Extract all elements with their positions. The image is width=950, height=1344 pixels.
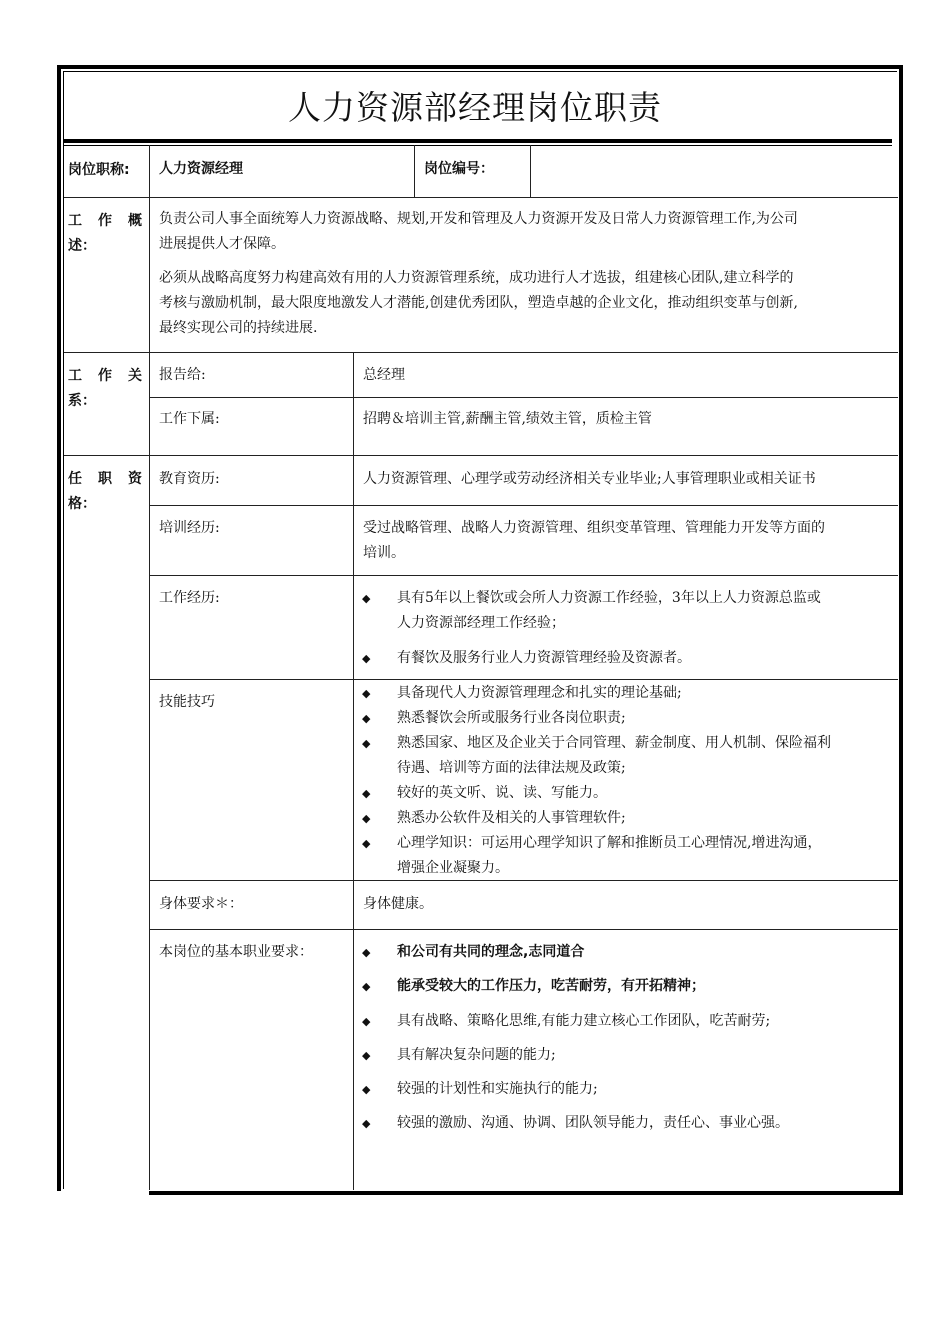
basic-item-2: 能承受较大的工作压力，吃苦耐劳，有开拓精神； — [397, 978, 705, 994]
frame-inner-top — [63, 71, 897, 72]
row-divider — [150, 505, 898, 506]
skill-item-1: 具备现代人力资源管理理念和扎实的理论基础; — [397, 685, 682, 701]
frame-border-right — [899, 65, 903, 1195]
training-label: 培训经历: — [159, 520, 220, 536]
title-rule-thick — [64, 139, 892, 143]
bullet-icon: ◆ — [362, 737, 371, 750]
work-experience-label: 工作经历: — [159, 590, 220, 606]
basic-item-6: 较强的激励、沟通、协调、团队领导能力，责任心、事业心强。 — [397, 1115, 789, 1131]
relations-label-2: 系： — [68, 393, 96, 409]
health-label: 身体要求＊： — [159, 896, 243, 912]
frame-inner-left — [63, 71, 64, 1189]
overview-para1-line2: 进展提供人才保障。 — [159, 236, 285, 252]
overview-para2-line3: 最终实现公司的持续进展. — [159, 320, 318, 336]
relations-label: 工 作 关 — [68, 368, 142, 384]
row-divider — [150, 397, 898, 398]
bullet-icon: ◆ — [362, 712, 371, 725]
skills-label: 技能技巧 — [159, 694, 215, 710]
report-label: 报告给: — [159, 367, 206, 383]
qualifications-label-2: 格： — [68, 496, 96, 512]
col-divider-header — [414, 145, 415, 197]
bullet-icon: ◆ — [362, 1015, 371, 1028]
training-value-line1: 受过战略管理、战略人力资源管理、组织变革管理、管理能力开发等方面的 — [363, 520, 825, 536]
bullet-icon: ◆ — [362, 837, 371, 850]
bullet-icon: ◆ — [362, 687, 371, 700]
row-divider — [64, 197, 898, 198]
row-divider — [150, 880, 898, 881]
work-item-1-line2: 人力资源部经理工作经验； — [397, 615, 565, 631]
row-divider — [64, 455, 898, 456]
skill-item-4: 较好的英文听、说、读、写能力。 — [397, 785, 607, 801]
row-divider — [150, 575, 898, 576]
bullet-icon: ◆ — [362, 787, 371, 800]
subordinates-label: 工作下属: — [159, 411, 220, 427]
position-number-label: 岗位编号： — [424, 161, 494, 177]
page-title: 人力资源部经理岗位职责 — [288, 88, 662, 127]
bullet-icon: ◆ — [362, 592, 371, 605]
overview-para2-line1: 必须从战略高度努力构建高效有用的人力资源管理系统，成功进行人才选拔，组建核心团队,建立科学的 — [159, 270, 794, 286]
skill-item-6-line2: 增强企业凝聚力。 — [397, 860, 509, 876]
row-divider — [150, 929, 898, 930]
col-divider-header — [530, 145, 531, 197]
skill-item-6-line1: 心理学知识：可运用心理学知识了解和推断员工心理情况,增进沟通， — [397, 835, 822, 851]
skill-item-3-line2: 待遇、培训等方面的法律法规及政策; — [397, 760, 626, 776]
frame-border-bottom — [149, 1191, 903, 1195]
basic-item-4: 具有解决复杂问题的能力; — [397, 1047, 556, 1063]
health-value: 身体健康。 — [363, 896, 433, 912]
skill-item-3-line1: 熟悉国家、地区及企业关于合同管理、薪金制度、用人机制、保险福利 — [397, 735, 831, 751]
education-label: 教育资历: — [159, 471, 220, 487]
frame-border-top — [57, 65, 903, 69]
report-value: 总经理 — [363, 367, 405, 383]
overview-para2-line2: 考核与激励机制，最大限度地激发人才潜能,创建优秀团队，塑造卓越的企业文化，推动组织变革与创新, — [159, 295, 798, 311]
bullet-icon: ◆ — [362, 652, 371, 665]
training-value-line2: 培训。 — [363, 545, 405, 561]
skill-item-5: 熟悉办公软件及相关的人事管理软件; — [397, 810, 626, 826]
basic-item-1: 和公司有共同的理念,志同道合 — [397, 944, 585, 960]
overview-para1-line1: 负责公司人事全面统筹人力资源战略、规划,开发和管理及人力资源开发及日常人力资源管理工作,为公司 — [159, 211, 798, 227]
basic-item-3: 具有战略、策略化思维,有能力建立核心工作团队，吃苦耐劳; — [397, 1013, 771, 1029]
overview-label: 工 作 概 — [68, 213, 142, 229]
col-divider-value — [353, 352, 354, 1190]
basic-requirements-label: 本岗位的基本职业要求： — [159, 944, 313, 960]
work-item-2-line1: 有餐饮及服务行业人力资源管理经验及资源者。 — [397, 650, 691, 666]
bullet-icon: ◆ — [362, 1049, 371, 1062]
overview-label-2: 述： — [68, 238, 96, 254]
row-divider — [64, 352, 898, 353]
basic-item-5: 较强的计划性和实施执行的能力; — [397, 1081, 598, 1097]
bullet-icon: ◆ — [362, 980, 371, 993]
bullet-icon: ◆ — [362, 1083, 371, 1096]
row-divider — [150, 679, 898, 680]
subordinates-value: 招聘＆培训主管,薪酬主管,绩效主管，质检主管 — [363, 411, 652, 427]
work-item-1-line1: 具有5年以上餐饮或会所人力资源工作经验，3年以上人力资源总监或 — [397, 590, 821, 606]
frame-border-left — [57, 65, 61, 1191]
bullet-icon: ◆ — [362, 812, 371, 825]
bullet-icon: ◆ — [362, 946, 371, 959]
title-rule-thin — [64, 145, 892, 146]
position-value: 人力资源经理 — [159, 161, 243, 177]
bullet-icon: ◆ — [362, 1117, 371, 1130]
education-value: 人力资源管理、心理学或劳动经济相关专业毕业;人事管理职业或相关证书 — [363, 471, 816, 487]
skill-item-2: 熟悉餐饮会所或服务行业各岗位职责; — [397, 710, 626, 726]
qualifications-label: 任 职 资 — [68, 471, 142, 487]
col-divider-label — [149, 145, 150, 1190]
position-label: 岗位职称: — [68, 162, 130, 178]
